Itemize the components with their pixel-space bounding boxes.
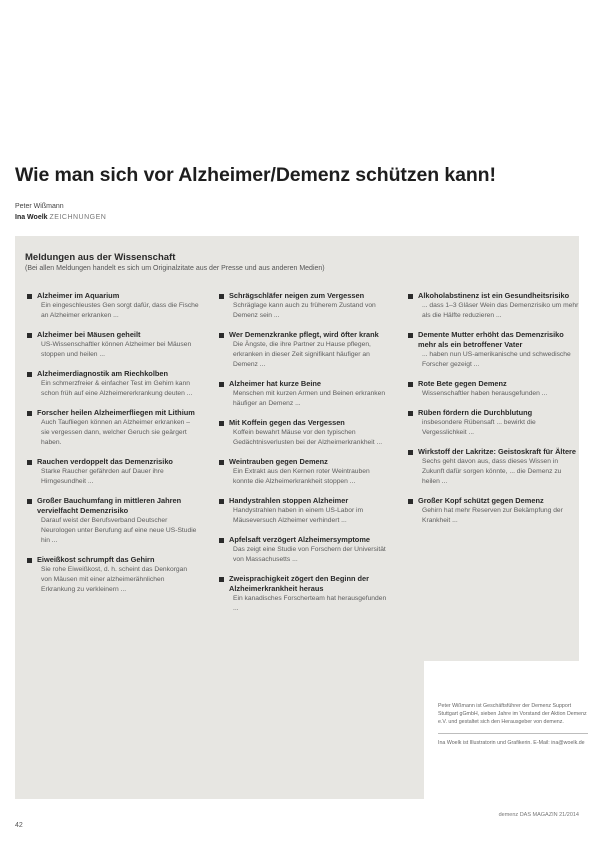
news-item-text: Das zeigt eine Studie von Forschern der Universität von Massachusetts ... [233, 546, 386, 563]
box-subtitle: (Bei allen Meldungen handelt es sich um Originalzitate aus der Presse und aus anderen Medien) [25, 265, 325, 272]
bullet-square-icon [219, 333, 224, 338]
news-item-title: Großer Bauchumfang in mittleren Jahren vervielfacht Demenzrisiko [37, 496, 182, 515]
news-item [27, 291, 199, 321]
news-item-text: Sechs geht davon aus, dass dieses Wissen in Zukunft dafür sorgen könnte, ... die Demenz zu heilen ... [422, 458, 562, 485]
news-item-title: Alkoholabstinenz ist ein Gesundheitsrisiko [418, 291, 570, 300]
illustrator-name: Ina Woelk [15, 214, 48, 221]
news-item [408, 496, 580, 526]
bullet-square-icon [27, 411, 32, 416]
news-item [219, 457, 391, 487]
news-item-text: Ein kanadisches Forscherteam hat herausgefunden ... [233, 595, 387, 612]
news-item-title: Rauchen verdoppelt das Demenzrisiko [37, 457, 173, 466]
news-item [219, 574, 391, 614]
illustrator-bio: Ina Woelk ist Illustratorin und Grafikerin. E-Mail: ina@woelk.de [438, 740, 585, 746]
bullet-square-icon [408, 294, 413, 299]
bullet-square-icon [219, 460, 224, 465]
news-item-text: Wissenschaftler haben herausgefunden ... [422, 390, 548, 397]
news-item-text: Koffein bewahrt Mäuse vor den typischen Gedächtnisverlusten bei der Alzheimerkrankheit ... [233, 429, 383, 446]
news-item-text: Ein schmerzfreier & einfacher Test im Gehirn kann schon früh auf eine Alzheimererkrankung deuten ... [41, 380, 193, 397]
headline: Wie man sich vor Alzheimer/Demenz schützen kann! [15, 164, 496, 186]
news-item-title: Handystrahlen stoppen Alzheimer [229, 496, 349, 505]
news-item-title: Rote Bete gegen Demenz [418, 379, 507, 388]
news-item-title: Großer Kopf schützt gegen Demenz [418, 496, 544, 505]
news-item [408, 408, 580, 438]
bullet-square-icon [219, 294, 224, 299]
news-item-text: Schräglage kann auch zu früherem Zustand von Demenz sein ... [233, 302, 376, 319]
bullet-square-icon [219, 382, 224, 387]
news-item-title: Zweisprachigkeit zögert den Beginn der Alzheimerkrankheit heraus [229, 574, 370, 593]
credits [15, 201, 106, 223]
news-item-text: Ein Extrakt aus den Kernen roter Weintrauben konnte die Alzheimerkrankheit stoppen ... [233, 468, 370, 485]
news-item [219, 379, 391, 409]
author-bio: Peter Wißmann ist Geschäftsführer der Demenz Support Stuttgart gGmbH, sieben Jahre im Vorstand der Aktion Demenz e.V. und gestaltet sich den Herausgeber von demenz. [438, 703, 587, 725]
news-item-text: Ein eingeschleustes Gen sorgt dafür, dass die Fische an Alzheimer erkranken ... [41, 302, 199, 319]
news-item [27, 330, 199, 360]
news-item-text: US-Wissenschaftler können Alzheimer bei Mäusen stoppen und heilen ... [41, 341, 192, 358]
bullet-square-icon [408, 499, 413, 504]
illustrator-role: ZEICHNUNGEN [49, 214, 107, 221]
bullet-square-icon [27, 499, 32, 504]
news-item-text: Sie rohe Eiweißkost, d. h. scheint das Denkorgan von Mäusen mit einer alzheimerähnlichen Erkrankung zu verkleinern ... [41, 566, 188, 593]
news-item-title: Alzheimer bei Mäusen geheilt [37, 330, 141, 339]
bullet-square-icon [219, 421, 224, 426]
news-item [219, 535, 391, 565]
bullet-square-icon [408, 382, 413, 387]
news-item-title: Wer Demenzkranke pflegt, wird öfter krank [229, 330, 379, 339]
news-item-title: Alzheimer hat kurze Beine [229, 379, 322, 388]
news-item-text: ... dass 1–3 Gläser Wein das Demenzrisiko um mehr als die Hälfte reduzieren ... [422, 302, 579, 319]
news-item [408, 330, 580, 370]
news-item [27, 457, 199, 487]
news-item-title: Forscher heilen Alzheimerfliegen mit Lithium [37, 408, 195, 417]
author-credit: Peter Wißmann [15, 203, 64, 210]
bullet-square-icon [408, 450, 413, 455]
news-item-text: ... haben nun US-amerikanische und schwedische Forscher gezeigt ... [422, 351, 571, 368]
news-item [219, 291, 391, 321]
news-item [219, 330, 391, 370]
bullet-square-icon [27, 294, 32, 299]
news-item [408, 379, 580, 399]
footer-source: demenz DAS MAGAZIN 21/2014 [498, 812, 579, 818]
news-item-title: Eiweißkost schrumpft das Gehirn [37, 555, 155, 564]
bullet-square-icon [27, 333, 32, 338]
news-item [219, 418, 391, 448]
news-item-text: Die Ängste, die ihre Partner zu Hause pflegen, erkranken in dieser Zeit signifikant häufiger an Demenz ... [233, 341, 371, 368]
illustrator-credit [15, 212, 106, 223]
news-item-text: Starke Raucher gefährden auf Dauer ihre Hirngesundheit ... [41, 468, 164, 485]
news-item-title: Wirkstoff der Lakritze: Geistoskraft für Ältere [418, 447, 577, 456]
news-item-text: Darauf weist der Berufsverband Deutscher Neurologen unter Berufung auf eine neue US-Studie hin ... [41, 517, 197, 544]
bio-panel [424, 661, 600, 806]
news-item-title: Rüben fördern die Durchblutung [418, 408, 533, 417]
news-item-text: Menschen mit kurzen Armen und Beinen erkranken häufiger an Demenz ... [233, 390, 386, 407]
news-column-1 [27, 291, 199, 604]
news-item-title: Schrägschläfer neigen zum Vergessen [229, 291, 365, 300]
bullet-square-icon [219, 499, 224, 504]
bullet-square-icon [27, 558, 32, 563]
bullet-square-icon [219, 538, 224, 543]
news-item [27, 555, 199, 595]
news-item-title: Alzheimer im Aquarium [37, 291, 120, 300]
news-item-title: Weintrauben gegen Demenz [229, 457, 328, 466]
news-item-text: Auch Taufliegen können an Alzheimer erkranken – sie vergessen dann, welcher Geruch sie geärgert haben. [41, 419, 190, 446]
news-item [27, 369, 199, 399]
news-column-2 [219, 291, 391, 623]
bullet-square-icon [219, 577, 224, 582]
bullet-square-icon [408, 333, 413, 338]
news-item [219, 496, 391, 526]
box-title: Meldungen aus der Wissenschaft [25, 252, 176, 263]
news-item-text: Gehirn hat mehr Reserven zur Bekämpfung der Krankheit ... [422, 507, 563, 524]
bio-divider [438, 733, 588, 734]
news-item-title: Mit Koffein gegen das Vergessen [229, 418, 345, 427]
bullet-square-icon [408, 411, 413, 416]
page-number: 42 [15, 822, 23, 829]
news-item-title: Alzheimerdiagnostik am Riechkolben [37, 369, 169, 378]
bullet-square-icon [27, 372, 32, 377]
news-item [408, 291, 580, 321]
news-item-title: Demente Mutter erhöht das Demenzrisiko mehr als ein betroffener Vater [418, 330, 564, 349]
news-item [27, 408, 199, 448]
bio-block [438, 702, 588, 747]
bullet-square-icon [27, 460, 32, 465]
news-item-text: Handystrahlen haben in einem US-Labor im Mäuseversuch Alzheimer verhindert ... [233, 507, 364, 524]
news-column-3 [408, 291, 580, 535]
news-item-title: Apfelsaft verzögert Alzheimersymptome [229, 535, 371, 544]
news-item-text: insbesondere Rübensaft ... bewirkt die Vergesslichkeit ... [422, 419, 536, 436]
news-item [27, 496, 199, 546]
news-item [408, 447, 580, 487]
